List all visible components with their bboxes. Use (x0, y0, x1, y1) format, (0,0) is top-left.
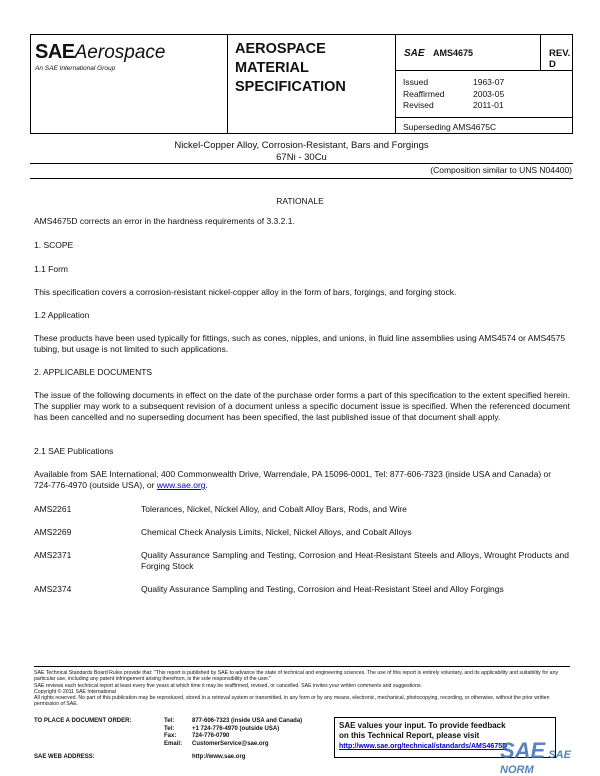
title-rule-top (30, 163, 573, 164)
composition-note: (Composition similar to UNS N04400) (430, 165, 572, 175)
document-number: AMS4675 (433, 48, 474, 58)
title-line: AEROSPACE (235, 41, 326, 57)
section-1-1-heading: 1.1 Form (34, 264, 69, 274)
availability-end: . (205, 480, 208, 490)
feedback-line1: SAE values your input. To provide feedback (339, 721, 506, 730)
section-2-1-text (34, 469, 570, 491)
reference-title: Quality Assurance Sampling and Testing, Corrosion and Heat-Resistant Steels and Alloys, Wrought Products and Forging Stock (141, 550, 569, 571)
reference-code: AMS2371 (34, 550, 72, 560)
contact-value: 724-776-0790 (192, 733, 230, 740)
contact-label: SAE WEB ADDRESS: (34, 754, 95, 761)
sae-norm-watermark (500, 738, 600, 776)
contact-label (34, 726, 164, 734)
section-2-heading: 2. APPLICABLE DOCUMENTS (34, 367, 153, 377)
reference-title: Tolerances, Nickel, Nickel Alloy, and Cobalt Alloy Bars, Rods, and Wire (141, 504, 407, 514)
contact-row (34, 726, 302, 734)
contact-email[interactable]: CustomerService@sae.org (192, 740, 269, 747)
section-1-1-text: This specification covers a corrosion-resistant nickel-copper alloy in the form of bars, forgings, and forging stock. (34, 287, 457, 297)
rationale-text: AMS4675D corrects an error in the hardness requirements of 3.3.2.1. (34, 216, 295, 226)
reference-code: AMS2261 (34, 504, 72, 514)
date-list (403, 77, 504, 112)
footer-review: SAE reviews each technical report at least every five years at which time it may be reaffirmed, revised, or cancelled. SAE invites your written comments and suggestions. (34, 682, 422, 689)
footer-rights: All rights reserved. No part of this publication may be reproduced, stored in a retrieval system or transmitted, in any form or by any means, electronic, mechanical, photocopying, recording, or otherwise, without the prior written permission of SAE. (34, 695, 550, 708)
contact-key: Tel: (164, 725, 175, 732)
header-divider (395, 35, 396, 133)
footer-policy: SAE Technical Standards Board Rules provide that: "This report is published by SAE to advance the state of technical and engineering sciences. The use of this report is entirely voluntary, and its applicability and suitability for any particular use, including any patent infringement arising therefrom, is the sole responsibility of the user." (34, 670, 559, 683)
availability-text: Available from SAE International, 400 Commonwealth Drive, Warrendale, PA 15096-0001, Tel: 877-606-7323 (inside USA and Canada) or 724-776-4970 (outside USA), or (34, 469, 552, 490)
contact-key (164, 754, 192, 762)
header-divider (395, 70, 572, 71)
title-line2: 67Ni - 30Cu (276, 152, 327, 163)
contact-row (34, 733, 302, 741)
section-1-2-text: These products have been used typically for fittings, such as cones, nipples, and unions, in fluid line assemblies using AMS4574 or AMS4575 tubing, but usage is not limited to such applications. (34, 333, 566, 354)
section-1-heading: 1. SCOPE (34, 240, 74, 250)
sae-small-logo: SAE (404, 48, 425, 59)
date-label: Issued (403, 77, 429, 87)
logo-aerospace-text: Aerospace (74, 42, 166, 63)
superseding-note: Superseding AMS4675C (403, 122, 497, 132)
contact-label (34, 733, 164, 741)
watermark-small: SAE NORM (500, 749, 571, 776)
header-box (30, 34, 573, 134)
document-title (30, 140, 573, 164)
contact-row (34, 741, 302, 749)
rationale-heading: RATIONALE (276, 196, 324, 206)
date-label: Reaffirmed (403, 88, 445, 99)
date-value: 2011-01 (473, 100, 504, 110)
reference-title: Chemical Check Analysis Limits, Nickel, Nickel Alloys, and Cobalt Alloys (141, 527, 412, 537)
sae-website-link[interactable]: www.sae.org (156, 480, 206, 490)
header-divider (540, 35, 541, 70)
logo-tagline: An SAE International Group (35, 65, 116, 72)
title-rule-bottom (30, 178, 573, 179)
section-2-1-heading: 2.1 SAE Publications (34, 446, 114, 456)
logo-sae-text: SAE (35, 41, 75, 63)
date-value: 2003-05 (473, 88, 505, 99)
date-row (403, 77, 504, 89)
contact-label (34, 741, 164, 749)
header-divider (395, 117, 572, 118)
date-label: Revised (403, 100, 434, 110)
watermark-big: SAE (500, 738, 546, 763)
contact-key: Tel: (164, 718, 175, 724)
revision-label: REV. D (549, 48, 571, 70)
reference-title: Quality Assurance Sampling and Testing, Corrosion and Heat-Resistant Steel and Alloy Forgings (141, 584, 504, 594)
section-1-2-heading: 1.2 Application (34, 310, 90, 320)
date-value: 1963-07 (473, 77, 505, 87)
feedback-line2: on this Technical Report, please visit (339, 731, 480, 740)
sae-aerospace-logo (35, 41, 165, 72)
reference-code: AMS2269 (34, 527, 72, 537)
title-line: MATERIAL (235, 60, 309, 76)
title-line1: Nickel-Copper Alloy, Corrosion-Resistant, Bars and Forgings (174, 140, 429, 151)
spec-type-title (235, 40, 346, 97)
contact-row (34, 718, 302, 726)
title-line: SPECIFICATION (235, 79, 346, 95)
contact-row (34, 754, 302, 762)
footer-legal (34, 670, 570, 708)
reference-code: AMS2374 (34, 584, 72, 594)
contact-key: Email: (164, 740, 183, 747)
date-row (403, 100, 504, 112)
contact-value: 877-606-7323 (inside USA and Canada) (192, 718, 303, 724)
footer-copyright: Copyright © 2011 SAE International (34, 688, 116, 695)
contact-value: +1 724-776-4970 (outside USA) (192, 725, 280, 732)
footer-rule (34, 666, 570, 667)
contact-label: TO PLACE A DOCUMENT ORDER: (34, 718, 132, 724)
contact-key: Fax: (164, 733, 177, 740)
header-divider (227, 35, 228, 133)
section-2-text: The issue of the following documents in effect on the date of the purchase order forms a part of this specification to the extent specified herein. The supplier may work to a subsequent revision of a document unless a specific document issue is specified. When the referenced document has been cancelled and no superseding document has been specified, the last published issue of that document shall apply. (34, 390, 570, 422)
feedback-link[interactable]: http://www.sae.org/technical/standards/AMS4675D (339, 743, 508, 750)
contact-web[interactable]: http://www.sae.org (192, 754, 246, 761)
contact-block (34, 718, 302, 762)
date-row (403, 89, 504, 101)
